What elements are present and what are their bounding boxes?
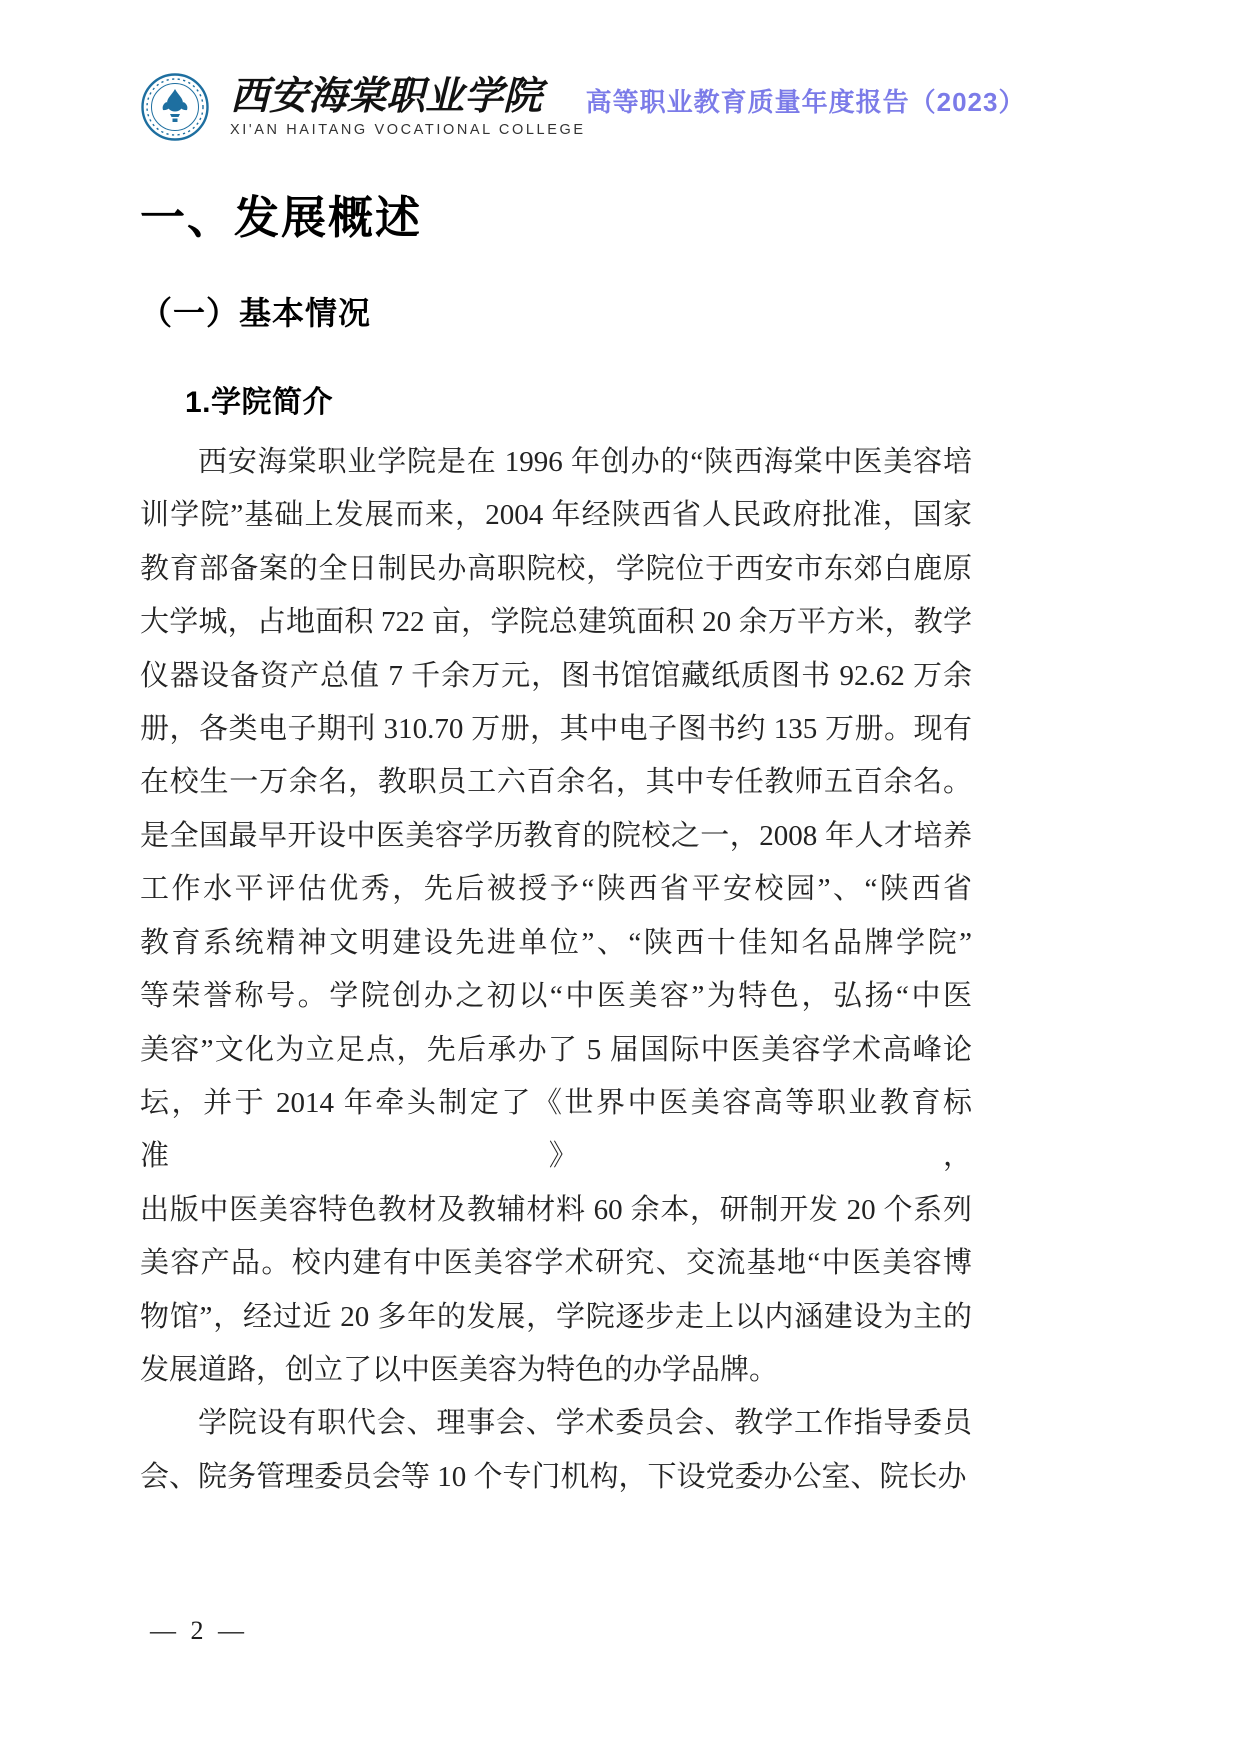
body-line: 仪器设备资产总值 7 千余万元，图书馆馆藏纸质图书 92.62 万余: [140, 659, 972, 692]
college-name-en: XI'AN HAITANG VOCATIONAL COLLEGE: [230, 121, 586, 138]
college-seal-icon: [140, 72, 210, 142]
paragraph-2: [140, 1397, 972, 1504]
body-line: 出版中医美容特色教材及教辅材料 60 余本，研制开发 20 个系列: [140, 1193, 972, 1226]
body-line: 学院设有职代会、理事会、学术委员会、教学工作指导委员: [198, 1407, 972, 1440]
body-line: 西安海棠职业学院是在 1996 年创办的“陕西海棠中医美容培: [198, 446, 972, 479]
body-line: 工作水平评估优秀，先后被授予“陕西省平安校园”、“陕西省: [140, 873, 972, 906]
body-line: 会、院务管理委员会等 10 个专门机构，下设党委办公室、院长办: [140, 1460, 967, 1493]
body-line: 在校生一万余名，教职员工六百余名，其中专任教师五百余名。: [140, 766, 972, 799]
paragraph-1: [140, 436, 972, 1397]
body-line: 美容产品。校内建有中医美容学术研究、交流基地“中医美容博: [140, 1247, 972, 1280]
document-content: [140, 147, 972, 1504]
college-name-zh: 西安海棠职业学院: [230, 72, 543, 119]
body-line: 训学院”基础上发展而来，2004 年经陕西省人民政府批准，国家: [140, 499, 972, 532]
body-line: 册，各类电子期刊 310.70 万册，其中电子图书约 135 万册。现有: [140, 713, 972, 746]
body-line: 大学城，占地面积 722 亩，学院总建筑面积 20 余万平方米，教学: [140, 606, 972, 639]
body-line: 等荣誉称号。学院创办之初以“中医美容”为特色，弘扬“中医: [140, 980, 972, 1013]
college-brand: [140, 72, 586, 142]
body-line: 美容”文化为立足点，先后承办了 5 届国际中医美容学术高峰论: [140, 1033, 972, 1066]
body-line: 坛，并于 2014 年牵头制定了《世界中医美容高等职业教育标准》，: [140, 1086, 972, 1173]
body-line: 教育部备案的全日制民办高职院校，学院位于西安市东郊白鹿原: [140, 552, 972, 585]
body-line: 物馆”，经过近 20 多年的发展，学院逐步走上以内涵建设为主的: [140, 1300, 972, 1333]
subsubsection-heading: 1.学院简介: [185, 385, 334, 419]
report-title: 高等职业教育质量年度报告（2023）: [585, 87, 1026, 117]
section-heading: 一、发展概述: [140, 193, 423, 243]
body-line: 教育系统精神文明建设先进单位”、“陕西十佳知名品牌学院”: [140, 926, 972, 959]
page-number: — 2 —: [150, 1616, 248, 1645]
college-brand-text: [230, 72, 586, 138]
subsection-heading: （一）基本情况: [140, 294, 372, 331]
body-line: 发展道路，创立了以中医美容为特色的办学品牌。: [140, 1353, 779, 1386]
page-header: [140, 72, 1026, 142]
body-line: 是全国最早开设中医美容学历教育的院校之一，2008 年人才培养: [140, 819, 972, 852]
